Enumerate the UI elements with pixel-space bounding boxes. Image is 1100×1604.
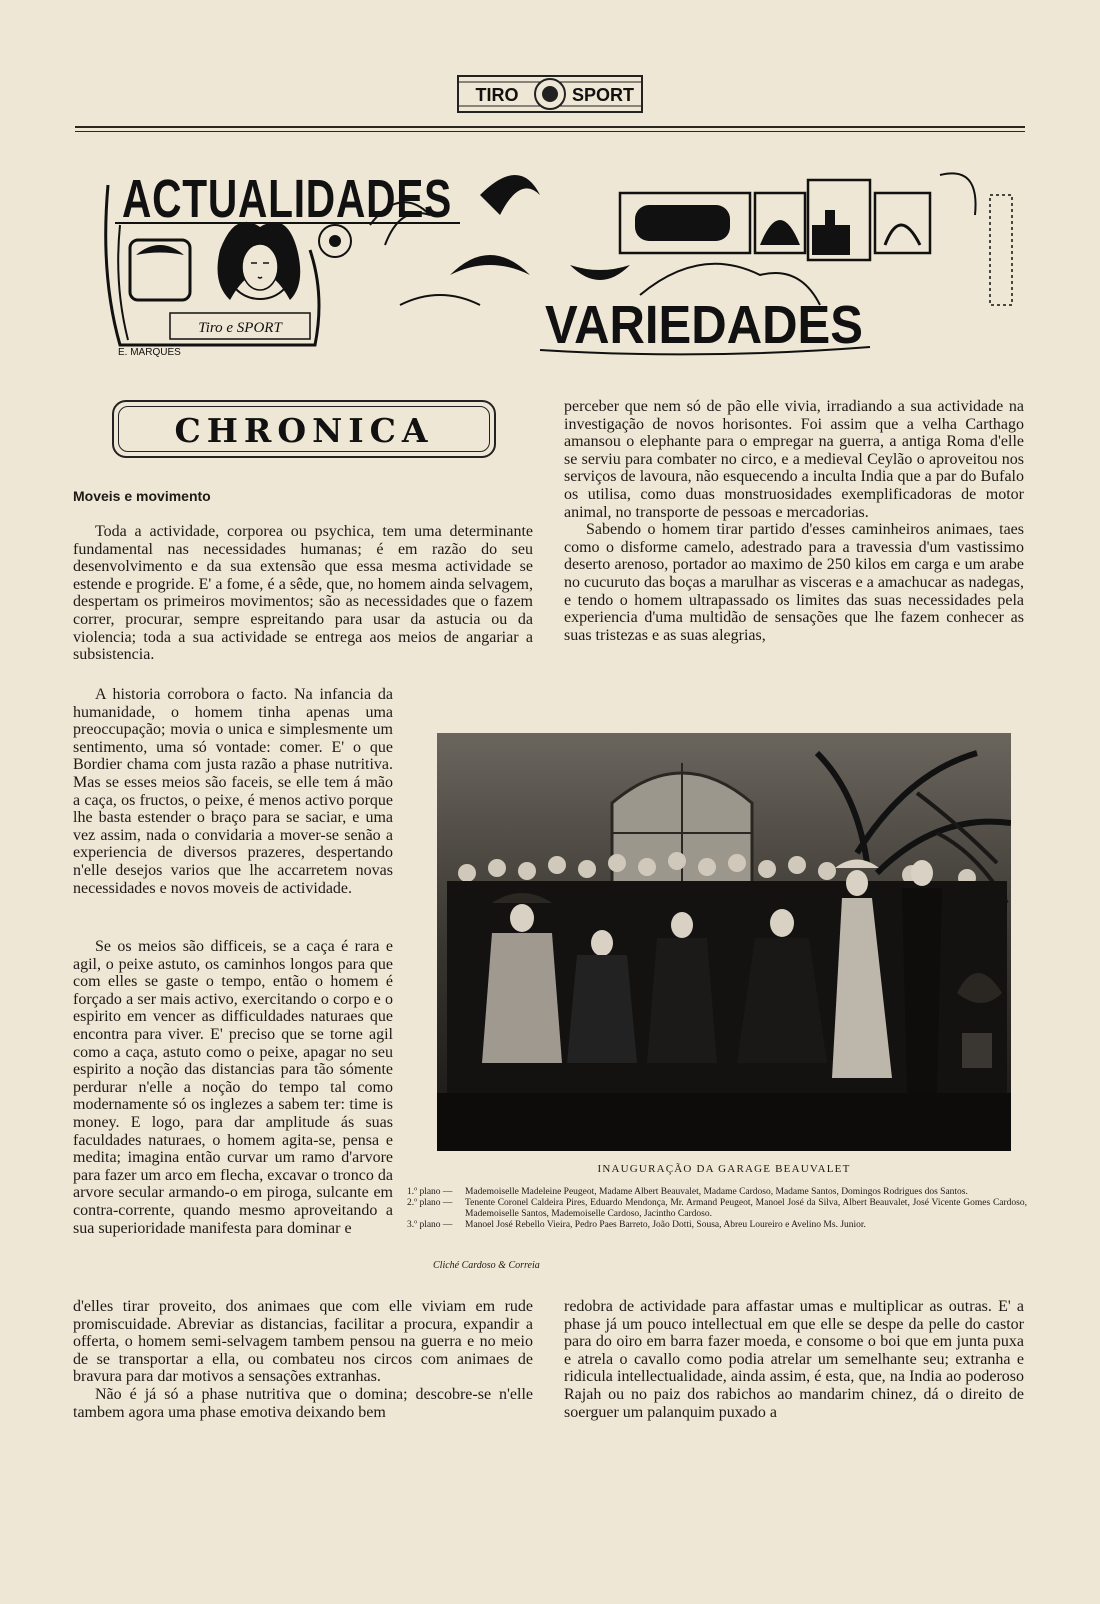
paragraph: A historia corrobora o facto. Na infancia da humanidade, o homem tinha apenas uma preoccupação; movia o unica e simplesmente um sentimento, uma só vontade: comer. E' o que Bordier chama com justa razão a phase nutritiva. Mas se esses meios são faceis, se elle tem á mão a caça, os fructos, o peixe, é menos activo porque lhe basta estender o braço para se saciar, e uma vez assim, nada o convidaria a mover-se senão a experiencia de diversos prazeres, despertando n'elle desejos varios que lhe accarretem novas necessidades e novos moveis de actividade. — [73, 686, 393, 897]
section-banner — [100, 155, 1025, 363]
article-column-right-bottom — [564, 1298, 1024, 1421]
svg-text:SPORT: SPORT — [571, 85, 635, 105]
paragraph: d'elles tirar proveito, dos animaes que com elle viviam em rude promiscuidade. Abreviar as distancias, facilitar a procura, expandir a offerta, o homem semi-selvagem tambem pensou na guerra e no meio de se transportar a ella, ou combateu nos circos com animaes de bravura para dar motivos a sensações extranhas. — [73, 1298, 533, 1386]
banner-word-variedades: VARIEDADES — [545, 295, 863, 355]
photo-caption-list — [407, 1187, 1027, 1231]
article-column-left-lower — [73, 938, 393, 1237]
article-subheading: Moveis e movimento — [73, 488, 211, 504]
chronica-heading: CHRONICA — [174, 411, 434, 450]
article-column-left-bottom — [73, 1298, 533, 1421]
svg-text:TIRO: TIRO — [475, 85, 519, 105]
caption-line-text: Mademoiselle Madeleine Peugeot, Madame Albert Beauvalet, Madame Cardoso, Madame Santos, Domingos Rodrigues dos Santos. — [465, 1187, 968, 1197]
caption-line-text: Manoel José Rebello Vieira, Pedro Paes Barreto, João Dotti, Sousa, Abreu Loureiro e Avelino Ms. Junior. — [465, 1220, 866, 1230]
photo-credit: Cliché Cardoso & Correia — [433, 1260, 540, 1271]
banner-word-actualidades: ACTUALIDADES — [122, 169, 452, 229]
paragraph: perceber que nem só de pão elle vivia, irradiando a sua actividade na investigação de novos horisontes. Foi assim que a velha Carthago amansou o elephante para o empregar na guerra, a antiga Roma d'elle se serviu para combater no circo, e a medieval Ceylão o aproveitou nos serviços de lavoura, não esquecendo a inculta India que a par do Bufalo os utilisa, como duas monstruosidades exemplificadoras de motor animal, no transporte de pessoas e mercadorias. — [564, 398, 1024, 521]
paragraph: Não é já só a phase nutritiva que o domina; descobre-se n'elle tambem agora uma phase emotiva deixando bem — [73, 1385, 533, 1421]
masthead-logo — [455, 70, 645, 118]
header-rule — [75, 126, 1025, 128]
photo-caption-title: INAUGURAÇÃO DA GARAGE BEAUVALET — [597, 1163, 851, 1175]
chronica-heading-frame — [112, 400, 496, 458]
banner-signature: E. MARQUES — [118, 347, 181, 358]
caption-line-label: 2.º plano — — [407, 1198, 453, 1208]
photo-illustration — [437, 733, 1011, 1151]
article-column-right-top — [564, 398, 1024, 644]
paragraph: Toda a actividade, corporea ou psychica, tem uma determinante fundamental nas necessidades humanas; é em razão do seu desenvolvimento e da sua extensão que essa mesma actividade se estende e progride. E' a fome, é a sêde, que, no homem ainda selvagem, despertam os primeiros movimentos; são as necessidades que o fazem correr, procurar, sempre espreitando para usar da astucia ou da violencia; toda a sua actividade se entrega aos meios de angariar a subsistencia. — [73, 523, 533, 664]
caption-line-label: 1.º plano — — [407, 1187, 453, 1197]
article-column-left-top — [73, 523, 533, 664]
caption-line-text: Tenente Coronel Caldeira Pires, Eduardo Mendonça, Mr. Armand Peugeot, Manoel José da Silva, Albert Beauvalet, José Vicente Gomes Cardoso, Mademoiselle Santos, Mademoiselle Cardoso, Jacintho Cardoso. — [465, 1198, 1027, 1219]
paragraph: redobra de actividade para affastar umas e multiplicar as outras. E' a phase já um pouco intellectual em que elle se despe da pelle do castor para do oiro em barra fazer moeda, e consome o boi que em junta puxa e atrela o cavallo como podia atrelar um semelhante seu; extranha e ridicula intellectualidade, ainda assim, é esta, que, na India ao poderoso Rajah ou no paiz dos rabichos ao mandarim chinez, dá o direito de soerguer um palanquim puxado a — [564, 1298, 1024, 1421]
paragraph: Sabendo o homem tirar partido d'esses caminheiros animaes, taes como o disforme camelo, adestrado para a travessia d'um vastissimo deserto arenoso, portador ao maximo de 250 kilos em carga e um arabe no cucuruto das boças a marulhar as visceras e a amachucar as nadegas, e tendo o homem ultrapassado os limites das suas necessidades pela experiencia d'uma multidão de sensações que lhe fazem conhecer as suas tristezas e as suas alegrias, — [564, 521, 1024, 644]
banner-small-label: Tiro e SPORT — [198, 320, 282, 336]
header-rule-thin — [75, 131, 1025, 132]
paragraph: Se os meios são difficeis, se a caça é rara e agil, o peixe astuto, os caminhos longos para que com elles se gaste o tempo, então o homem é forçado a ser mais activo, exercitando o corpo e o espirito em vencer as difficuldades naturaes que encontra para viver. E' preciso que se torne agil como a caça, astuto como o peixe, apagar no seu espirito a noção das distancias para tão sómente perdurar n'elle a noção do tempo tal como modernamente só os inglezes a sabem ter: time is money. E logo, para dar amplitude ás suas faculdades naturaes, o homem agita-se, pensa e medita; imagina então curvar um ramo d'arvore para fazer um arco em flecha, excavar o tronco da arvore secular armando-o em piroga, sulcante em contra-corrente, quando mesmo aproveitando a sua superioridade manifesta para dominar e — [73, 938, 393, 1237]
group-photograph — [437, 733, 1011, 1151]
caption-line — [407, 1220, 1027, 1231]
caption-line — [407, 1187, 1027, 1198]
caption-line-label: 3.º plano — — [407, 1220, 453, 1230]
caption-line — [407, 1198, 1027, 1220]
